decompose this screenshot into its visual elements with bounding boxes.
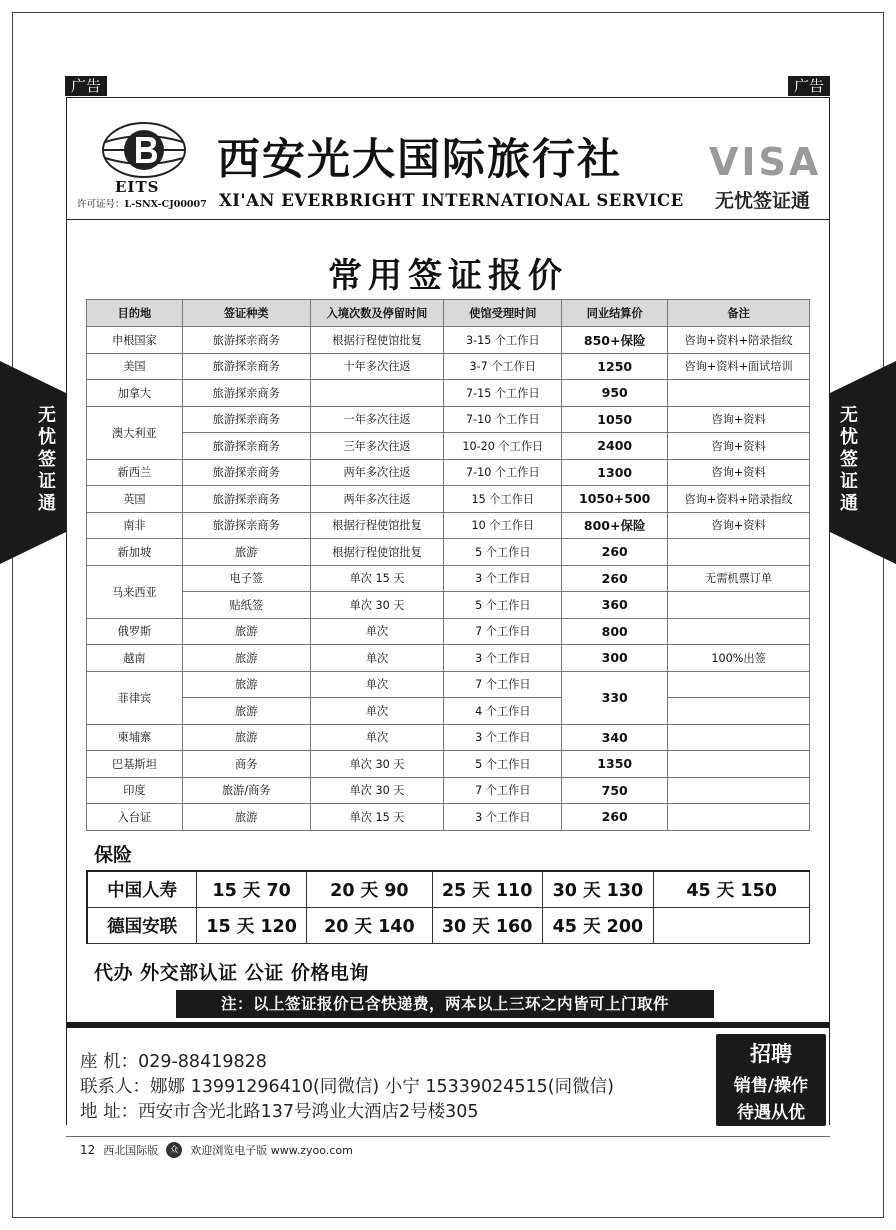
insurance-price: 15 天 120 bbox=[197, 907, 307, 943]
price-cell: 1050+500 bbox=[562, 486, 668, 513]
destination-cell: 入台证 bbox=[87, 804, 183, 831]
insurance-title: 保险 bbox=[94, 844, 133, 866]
table-row bbox=[87, 751, 810, 778]
entry-cell: 单次 bbox=[310, 671, 444, 698]
price-cell: 260 bbox=[562, 565, 668, 592]
note-cell bbox=[668, 592, 810, 619]
destination-cell: 柬埔寨 bbox=[87, 724, 183, 751]
table-header-row bbox=[87, 300, 810, 327]
side-tab-right bbox=[830, 361, 896, 564]
note-cell: 咨询+资料 bbox=[668, 406, 810, 433]
table-row bbox=[87, 804, 810, 831]
company-name-cn: 西安光大国际旅行社 bbox=[217, 135, 622, 185]
table-row bbox=[87, 327, 810, 354]
price-cell: 260 bbox=[562, 804, 668, 831]
visa-type-cell: 旅游 bbox=[182, 618, 310, 645]
destination-cell: 新西兰 bbox=[87, 459, 183, 486]
visa-type-cell: 旅游/商务 bbox=[182, 777, 310, 804]
note-cell bbox=[668, 671, 810, 698]
price-cell: 1050 bbox=[562, 406, 668, 433]
visa-type-cell: 旅游 bbox=[182, 724, 310, 751]
price-cell: 1250 bbox=[562, 353, 668, 380]
processing-time-cell: 3 个工作日 bbox=[444, 645, 562, 672]
price-cell: 300 bbox=[562, 645, 668, 672]
recruit-title: 招聘 bbox=[750, 1042, 792, 1066]
visa-type-cell: 旅游探亲商务 bbox=[182, 486, 310, 513]
destination-cell: 菲律宾 bbox=[87, 671, 183, 724]
table-row bbox=[87, 459, 810, 486]
insurer-name: 德国安联 bbox=[87, 907, 197, 943]
entry-cell: 单次 15 天 bbox=[310, 804, 444, 831]
visa-type-cell: 旅游 bbox=[182, 539, 310, 566]
note-cell: 咨询+资料 bbox=[668, 433, 810, 460]
table-row bbox=[87, 645, 810, 672]
recruit-badge bbox=[716, 1034, 826, 1126]
entry-cell: 单次 bbox=[310, 724, 444, 751]
note-cell: 咨询+资料+面试培训 bbox=[668, 353, 810, 380]
price-cell: 1350 bbox=[562, 751, 668, 778]
destination-cell: 申根国家 bbox=[87, 327, 183, 354]
processing-time-cell: 10-20 个工作日 bbox=[444, 433, 562, 460]
company-logo-icon bbox=[101, 122, 187, 178]
visa-type-cell: 旅游探亲商务 bbox=[182, 406, 310, 433]
destination-cell: 澳大利亚 bbox=[87, 406, 183, 459]
insurance-row bbox=[87, 871, 810, 907]
table-row bbox=[87, 380, 810, 407]
entry-cell: 一年多次往返 bbox=[310, 406, 444, 433]
entry-cell: 单次 bbox=[310, 645, 444, 672]
insurance-price: 45 天 200 bbox=[542, 907, 654, 943]
destination-cell: 加拿大 bbox=[87, 380, 183, 407]
processing-time-cell: 5 个工作日 bbox=[444, 592, 562, 619]
contact-phone: 座 机：029-88419828 bbox=[80, 1052, 267, 1072]
visa-type-cell: 商务 bbox=[182, 751, 310, 778]
table-row bbox=[87, 433, 810, 460]
note-cell bbox=[668, 777, 810, 804]
column-header: 使馆受理时间 bbox=[444, 300, 562, 327]
visa-type-cell: 贴纸签 bbox=[182, 592, 310, 619]
ad-tag-left: 广告 bbox=[65, 76, 107, 96]
processing-time-cell: 5 个工作日 bbox=[444, 539, 562, 566]
footer-divider bbox=[66, 1136, 830, 1137]
destination-cell: 俄罗斯 bbox=[87, 618, 183, 645]
insurance-price: 45 天 150 bbox=[654, 871, 810, 907]
insurance-price: 30 天 130 bbox=[542, 871, 654, 907]
entry-cell: 根据行程使馆批复 bbox=[310, 539, 444, 566]
visa-type-cell: 旅游 bbox=[182, 671, 310, 698]
processing-time-cell: 7-15 个工作日 bbox=[444, 380, 562, 407]
note-cell bbox=[668, 724, 810, 751]
table-row bbox=[87, 592, 810, 619]
visa-type-cell: 旅游 bbox=[182, 804, 310, 831]
note-cell bbox=[668, 804, 810, 831]
page-number: 12 bbox=[80, 1143, 96, 1157]
price-cell: 950 bbox=[562, 380, 668, 407]
entry-cell: 十年多次往返 bbox=[310, 353, 444, 380]
insurance-price: 30 天 160 bbox=[432, 907, 542, 943]
delivery-note: 注：以上签证报价已含快递费，两本以上三环之内皆可上门取件 bbox=[176, 990, 714, 1018]
column-header: 备注 bbox=[668, 300, 810, 327]
note-cell bbox=[668, 618, 810, 645]
note-cell: 咨询+资料 bbox=[668, 459, 810, 486]
table-row bbox=[87, 406, 810, 433]
price-cell: 800+保险 bbox=[562, 512, 668, 539]
destination-cell: 巴基斯坦 bbox=[87, 751, 183, 778]
entry-cell: 单次 bbox=[310, 698, 444, 725]
section-divider bbox=[66, 1022, 830, 1028]
side-tab-text: 无 忧 签 证 通 bbox=[38, 405, 56, 514]
price-cell: 340 bbox=[562, 724, 668, 751]
visa-logo: VISA bbox=[709, 140, 822, 184]
publication-name: 西北国际版 bbox=[103, 1144, 159, 1157]
entry-cell: 三年多次往返 bbox=[310, 433, 444, 460]
processing-time-cell: 3 个工作日 bbox=[444, 724, 562, 751]
publication-seal-icon: 众 bbox=[166, 1142, 182, 1158]
entry-cell: 单次 30 天 bbox=[310, 592, 444, 619]
insurance-row bbox=[87, 907, 810, 943]
visa-type-cell: 旅游探亲商务 bbox=[182, 433, 310, 460]
recruit-benefits: 待遇从优 bbox=[737, 1103, 805, 1123]
price-cell: 360 bbox=[562, 592, 668, 619]
table-row bbox=[87, 671, 810, 698]
visa-type-cell: 电子签 bbox=[182, 565, 310, 592]
entry-cell: 单次 30 天 bbox=[310, 751, 444, 778]
processing-time-cell: 7 个工作日 bbox=[444, 671, 562, 698]
company-header bbox=[67, 98, 829, 220]
entry-cell bbox=[310, 380, 444, 407]
processing-time-cell: 7 个工作日 bbox=[444, 618, 562, 645]
processing-time-cell: 3-15 个工作日 bbox=[444, 327, 562, 354]
column-header: 目的地 bbox=[87, 300, 183, 327]
footer-website-text: 欢迎浏览电子版 www.zyoo.com bbox=[190, 1144, 353, 1157]
column-header: 入境次数及停留时间 bbox=[310, 300, 444, 327]
column-header: 同业结算价 bbox=[562, 300, 668, 327]
price-cell: 2400 bbox=[562, 433, 668, 460]
table-row bbox=[87, 539, 810, 566]
destination-cell: 马来西亚 bbox=[87, 565, 183, 618]
entry-cell: 单次 bbox=[310, 618, 444, 645]
page-title: 常用签证报价 bbox=[328, 256, 568, 296]
processing-time-cell: 7-10 个工作日 bbox=[444, 406, 562, 433]
entry-cell: 单次 15 天 bbox=[310, 565, 444, 592]
table-row bbox=[87, 698, 810, 725]
visa-slogan: 无忧签证通 bbox=[715, 190, 811, 212]
visa-type-cell: 旅游探亲商务 bbox=[182, 327, 310, 354]
price-cell: 1300 bbox=[562, 459, 668, 486]
visa-type-cell: 旅游探亲商务 bbox=[182, 512, 310, 539]
processing-time-cell: 15 个工作日 bbox=[444, 486, 562, 513]
visa-type-cell: 旅游探亲商务 bbox=[182, 380, 310, 407]
note-cell: 咨询+资料+陪录指纹 bbox=[668, 486, 810, 513]
insurance-price: 20 天 90 bbox=[307, 871, 433, 907]
service-line: 代办 外交部认证 公证 价格电询 bbox=[94, 962, 369, 984]
insurance-table bbox=[86, 870, 810, 944]
processing-time-cell: 7 个工作日 bbox=[444, 777, 562, 804]
destination-cell: 新加坡 bbox=[87, 539, 183, 566]
table-row bbox=[87, 486, 810, 513]
table-row bbox=[87, 353, 810, 380]
insurance-price: 15 天 70 bbox=[197, 871, 307, 907]
column-header: 签证种类 bbox=[182, 300, 310, 327]
entry-cell: 两年多次往返 bbox=[310, 459, 444, 486]
visa-type-cell: 旅游探亲商务 bbox=[182, 353, 310, 380]
note-cell bbox=[668, 539, 810, 566]
entry-cell: 两年多次往返 bbox=[310, 486, 444, 513]
processing-time-cell: 5 个工作日 bbox=[444, 751, 562, 778]
insurance-price bbox=[654, 907, 810, 943]
note-cell: 无需机票订单 bbox=[668, 565, 810, 592]
destination-cell: 越南 bbox=[87, 645, 183, 672]
page-footer bbox=[80, 1142, 353, 1158]
license-number: 许可证号：L-SNX-CJ00007 bbox=[77, 199, 207, 210]
destination-cell: 英国 bbox=[87, 486, 183, 513]
processing-time-cell: 3-7 个工作日 bbox=[444, 353, 562, 380]
price-cell: 260 bbox=[562, 539, 668, 566]
entry-cell: 根据行程使馆批复 bbox=[310, 327, 444, 354]
note-cell: 咨询+资料 bbox=[668, 512, 810, 539]
visa-type-cell: 旅游 bbox=[182, 698, 310, 725]
table-row bbox=[87, 777, 810, 804]
processing-time-cell: 10 个工作日 bbox=[444, 512, 562, 539]
visa-type-cell: 旅游探亲商务 bbox=[182, 459, 310, 486]
visa-price-table bbox=[86, 299, 810, 831]
processing-time-cell: 3 个工作日 bbox=[444, 804, 562, 831]
note-cell: 100%出签 bbox=[668, 645, 810, 672]
side-tab-left bbox=[0, 361, 66, 564]
destination-cell: 美国 bbox=[87, 353, 183, 380]
table-row bbox=[87, 724, 810, 751]
table-row bbox=[87, 618, 810, 645]
note-cell bbox=[668, 698, 810, 725]
insurance-price: 20 天 140 bbox=[307, 907, 433, 943]
ad-tag-right: 广告 bbox=[788, 76, 830, 96]
entry-cell: 根据行程使馆批复 bbox=[310, 512, 444, 539]
price-cell: 750 bbox=[562, 777, 668, 804]
side-tab-text: 无 忧 签 证 通 bbox=[840, 405, 858, 514]
contact-address: 地 址：西安市含光北路137号鸿业大酒店2号楼305 bbox=[80, 1102, 479, 1122]
recruit-positions: 销售/操作 bbox=[733, 1076, 809, 1096]
company-name-en: XI'AN EVERBRIGHT INTERNATIONAL SERVICE bbox=[219, 191, 684, 210]
logo-text: EITS bbox=[115, 178, 160, 196]
destination-cell: 印度 bbox=[87, 777, 183, 804]
price-cell: 850+保险 bbox=[562, 327, 668, 354]
insurance-price: 25 天 110 bbox=[432, 871, 542, 907]
destination-cell: 南非 bbox=[87, 512, 183, 539]
note-cell bbox=[668, 751, 810, 778]
visa-type-cell: 旅游 bbox=[182, 645, 310, 672]
price-cell: 330 bbox=[562, 671, 668, 724]
processing-time-cell: 4 个工作日 bbox=[444, 698, 562, 725]
price-cell: 800 bbox=[562, 618, 668, 645]
insurer-name: 中国人寿 bbox=[87, 871, 197, 907]
processing-time-cell: 7-10 个工作日 bbox=[444, 459, 562, 486]
table-row bbox=[87, 512, 810, 539]
table-row bbox=[87, 565, 810, 592]
entry-cell: 单次 30 天 bbox=[310, 777, 444, 804]
contact-people: 联系人：娜娜 13991296410(同微信) 小宁 15339024515(同微信) bbox=[80, 1077, 614, 1097]
table-body bbox=[87, 327, 810, 831]
processing-time-cell: 3 个工作日 bbox=[444, 565, 562, 592]
note-cell bbox=[668, 380, 810, 407]
note-cell: 咨询+资料+陪录指纹 bbox=[668, 327, 810, 354]
